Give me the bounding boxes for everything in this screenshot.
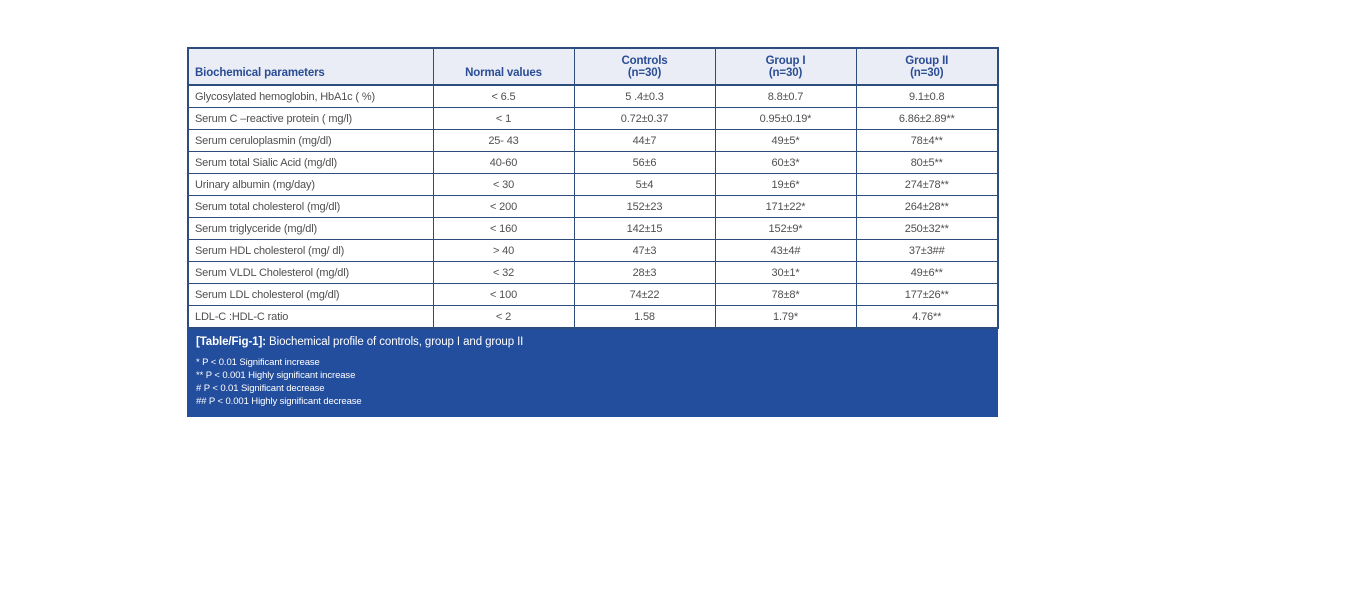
col-header-normal-values xyxy=(433,48,574,85)
table-row xyxy=(188,152,998,174)
value-cell: 9.1±0.8 xyxy=(856,85,998,108)
value-cell: 1.58 xyxy=(574,306,715,329)
value-cell: 19±6* xyxy=(715,174,856,196)
parameter-cell: Glycosylated hemoglobin, HbA1c ( %) xyxy=(188,85,433,108)
value-cell: 0.72±0.37 xyxy=(574,108,715,130)
col-header-label: Group II xyxy=(905,55,949,67)
data-table xyxy=(187,47,999,329)
value-cell: 5 .4±0.3 xyxy=(574,85,715,108)
col-header-n: (n=30) xyxy=(768,67,803,79)
value-cell: 47±3 xyxy=(574,240,715,262)
caption-block xyxy=(187,329,998,417)
value-cell: 264±28** xyxy=(856,196,998,218)
parameter-cell: Serum total cholesterol (mg/dl) xyxy=(188,196,433,218)
value-cell: < 100 xyxy=(433,284,574,306)
value-cell: 142±15 xyxy=(574,218,715,240)
value-cell: < 1 xyxy=(433,108,574,130)
value-cell: 60±3* xyxy=(715,152,856,174)
caption-label: [Table/Fig-1]: xyxy=(196,336,266,348)
value-cell: 40-60 xyxy=(433,152,574,174)
footnotes xyxy=(196,356,989,408)
parameter-cell: Serum ceruloplasmin (mg/dl) xyxy=(188,130,433,152)
parameter-cell: LDL-C :HDL-C ratio xyxy=(188,306,433,329)
value-cell: < 32 xyxy=(433,262,574,284)
footnote-line: ** P < 0.001 Highly significant increase xyxy=(196,370,356,381)
value-cell: 28±3 xyxy=(574,262,715,284)
value-cell: 5±4 xyxy=(574,174,715,196)
table-row xyxy=(188,108,998,130)
col-header-n: (n=30) xyxy=(910,67,944,79)
table-row xyxy=(188,174,998,196)
table-row xyxy=(188,240,998,262)
value-cell: 74±22 xyxy=(574,284,715,306)
table-row xyxy=(188,85,998,108)
value-cell: 8.8±0.7 xyxy=(715,85,856,108)
value-cell: 30±1* xyxy=(715,262,856,284)
table-row xyxy=(188,218,998,240)
value-cell: 274±78** xyxy=(856,174,998,196)
parameter-cell: Serum total Sialic Acid (mg/dl) xyxy=(188,152,433,174)
value-cell: < 2 xyxy=(433,306,574,329)
table-row xyxy=(188,196,998,218)
value-cell: < 160 xyxy=(433,218,574,240)
value-cell: 80±5** xyxy=(856,152,998,174)
caption-text: Biochemical profile of controls, group I and group II xyxy=(269,336,524,348)
value-cell: 4.76** xyxy=(856,306,998,329)
value-cell: > 40 xyxy=(433,240,574,262)
value-cell: 37±3## xyxy=(856,240,998,262)
value-cell: 25- 43 xyxy=(433,130,574,152)
table-row xyxy=(188,284,998,306)
parameter-cell: Serum C –reactive protein ( mg/l) xyxy=(188,108,433,130)
table-row xyxy=(188,306,998,329)
parameter-cell: Urinary albumin (mg/day) xyxy=(188,174,433,196)
value-cell: 44±7 xyxy=(574,130,715,152)
value-cell: 171±22* xyxy=(715,196,856,218)
value-cell: 0.95±0.19* xyxy=(715,108,856,130)
value-cell: 56±6 xyxy=(574,152,715,174)
parameter-cell: Serum LDL cholesterol (mg/dl) xyxy=(188,284,433,306)
col-header-label: Biochemical parameters xyxy=(195,67,325,79)
value-cell: 49±6** xyxy=(856,262,998,284)
value-cell: 177±26** xyxy=(856,284,998,306)
value-cell: 250±32** xyxy=(856,218,998,240)
value-cell: 78±4** xyxy=(856,130,998,152)
col-header-label: Group I xyxy=(765,55,806,67)
parameter-cell: Serum VLDL Cholesterol (mg/dl) xyxy=(188,262,433,284)
col-header-group-1 xyxy=(715,48,856,85)
footnote-line: ## P < 0.001 Highly significant decrease xyxy=(196,396,362,407)
table-caption xyxy=(196,336,989,348)
parameter-cell: Serum HDL cholesterol (mg/ dl) xyxy=(188,240,433,262)
table-row xyxy=(188,130,998,152)
col-header-biochemical-parameters xyxy=(188,48,433,85)
table-row xyxy=(188,262,998,284)
value-cell: 43±4# xyxy=(715,240,856,262)
parameter-cell: Serum triglyceride (mg/dl) xyxy=(188,218,433,240)
value-cell: 1.79* xyxy=(715,306,856,329)
header-row xyxy=(188,48,998,85)
footnote-line: * P < 0.01 Significant increase xyxy=(196,357,320,368)
value-cell: 49±5* xyxy=(715,130,856,152)
col-header-n: (n=30) xyxy=(627,67,662,79)
value-cell: 6.86±2.89** xyxy=(856,108,998,130)
value-cell: < 200 xyxy=(433,196,574,218)
table-body xyxy=(188,85,998,328)
col-header-group-2 xyxy=(856,48,998,85)
value-cell: 152±9* xyxy=(715,218,856,240)
col-header-label: Normal values xyxy=(465,67,542,79)
value-cell: 152±23 xyxy=(574,196,715,218)
value-cell: < 6.5 xyxy=(433,85,574,108)
col-header-controls xyxy=(574,48,715,85)
value-cell: < 30 xyxy=(433,174,574,196)
footnote-line: # P < 0.01 Significant decrease xyxy=(196,383,325,394)
col-header-label: Controls xyxy=(621,55,668,67)
value-cell: 78±8* xyxy=(715,284,856,306)
biochemical-table-figure xyxy=(187,47,998,417)
